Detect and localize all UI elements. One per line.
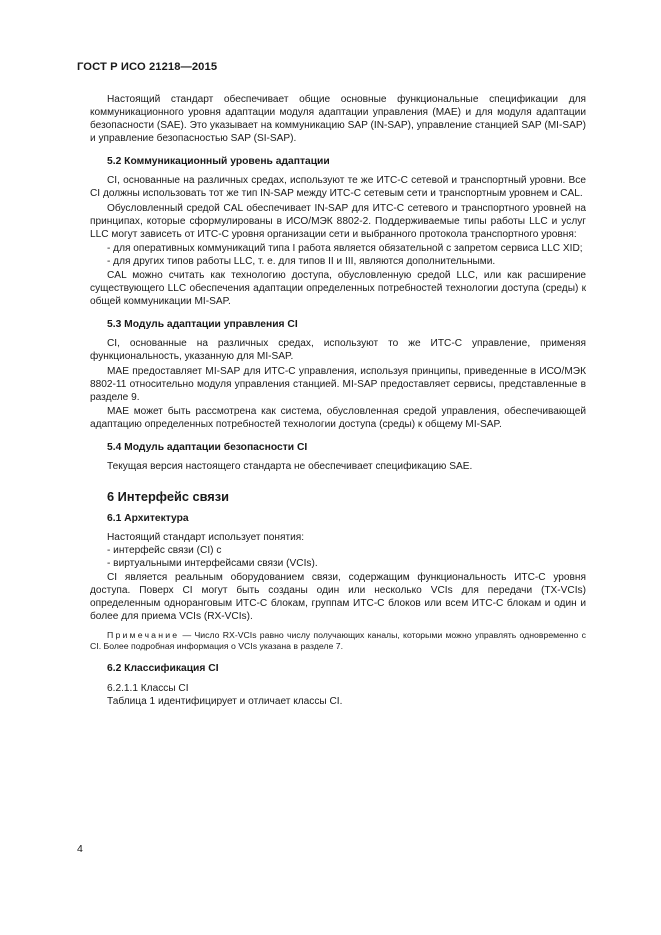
section-6-heading: 6 Интерфейс связи (107, 489, 229, 504)
section-5-2-paragraph-2: Обусловленный средой CAL обеспечивает IN-SAP для ИТС-С сетевого и транспортного уровней на принципах, которые сформулированы в ИСО/МЭК 8802-2. Поддерживаемые типы работы LLC и услуг LLC могут зависеть от ИТС-С уровня организации сети и выбранного протокола транспортного уровня: (90, 203, 586, 240)
section-5-2-paragraph-3: CAL можно считать как технологию доступа, обусловленную средой LLC, или как расширение существующего LLC обеспечения адаптации определенных потребностей технологии доступа (среды) к общей коммуникации MI-SAP. (90, 270, 586, 307)
note-label: Примечание (107, 630, 180, 640)
section-6-2-paragraph-1: Таблица 1 идентифицирует и отличает классы CI. (107, 696, 343, 707)
section-5-2-paragraph-1: CI, основанные на различных средах, используют те же ИТС-С сетевой и транспортный уровни. Все CI должны использовать тот же тип IN-SAP между ИТС-С сетевым сети и транспортным уровнем и CAL. (90, 175, 586, 199)
section-6-2-heading: 6.2 Классификация CI (107, 663, 219, 674)
intro-paragraph: Настоящий стандарт обеспечивает общие основные функциональные спецификации для коммуникационного уровня адаптации модуля адаптации управления (MAE) и для модуля адаптации безопасности (SAE). Это указывает на коммуникацию SAP (IN-SAP), управление станцией SAP (MI-SAP) и управление безопасностью SAP (SI-SAP). (90, 94, 586, 144)
section-5-3-paragraph-2: MAE предоставляет MI-SAP для ИТС-С управления, используя принципы, приведенные в ИСО/МЭК 8802-11 относительно модуля управления станцией. MI-SAP предоставляет сервисы, представленные в разделе 9. (90, 366, 586, 403)
section-6-1-heading: 6.1 Архитектура (107, 513, 189, 524)
section-5-4-heading: 5.4 Модуль адаптации безопасности CI (107, 442, 308, 453)
section-6-1-list-item-1: - интерфейс связи (CI) с (107, 545, 222, 556)
section-5-3-paragraph-3: MAE может быть рассмотрена как система, обусловленная средой управления, обеспечивающей адаптацию определенных потребностей технологии доступа (среды) к общему MI-SAP. (90, 406, 586, 430)
section-6-1-paragraph-1: Настоящий стандарт использует понятия: (107, 532, 305, 543)
section-6-1-note (90, 630, 586, 652)
section-6-2-1-1-heading: 6.2.1.1 Классы CI (107, 683, 189, 694)
section-5-2-list-item-1: - для оперативных коммуникаций типа I работа является обязательной с запретом сервиса LLC XID; (107, 243, 583, 254)
page-number: 4 (77, 843, 83, 855)
section-5-4-paragraph-1: Текущая версия настоящего стандарта не обеспечивает спецификацию SAE. (107, 461, 473, 472)
note-text: — Число RX-VCIs равно числу получающих каналы, которыми можно управлять одновременно с CI. Более подробная информация о VCIs указана в разделе 7. (90, 630, 586, 651)
section-6-1-list-item-2: - виртуальными интерфейсами связи (VCIs). (107, 558, 318, 569)
page-content (90, 93, 586, 708)
document-header: ГОСТ Р ИСО 21218—2015 (77, 61, 218, 73)
section-6-1-paragraph-2: CI является реальным оборудованием связи, содержащим функциональность ИТС-С уровня доступа. Поверх CI могут быть созданы один или несколько VCIs для передачи (TX-VCIs) определенным одноранговым ИТС-С блокам, группам ИТС-С блоков или всем ИТС-С блокам и один и более для приема VCIs (RX-VCIs). (90, 572, 586, 622)
section-5-2-heading: 5.2 Коммуникационный уровень адаптации (107, 156, 330, 167)
section-5-3-heading: 5.3 Модуль адаптации управления CI (107, 319, 298, 330)
section-5-3-paragraph-1: CI, основанные на различных средах, используют то же ИТС-С управление, применяя функциональность, указанную для MI-SAP. (90, 338, 586, 362)
section-5-2-list-item-2: - для других типов работы LLC, т. е. для типов II и III, являются дополнительными. (107, 256, 496, 267)
